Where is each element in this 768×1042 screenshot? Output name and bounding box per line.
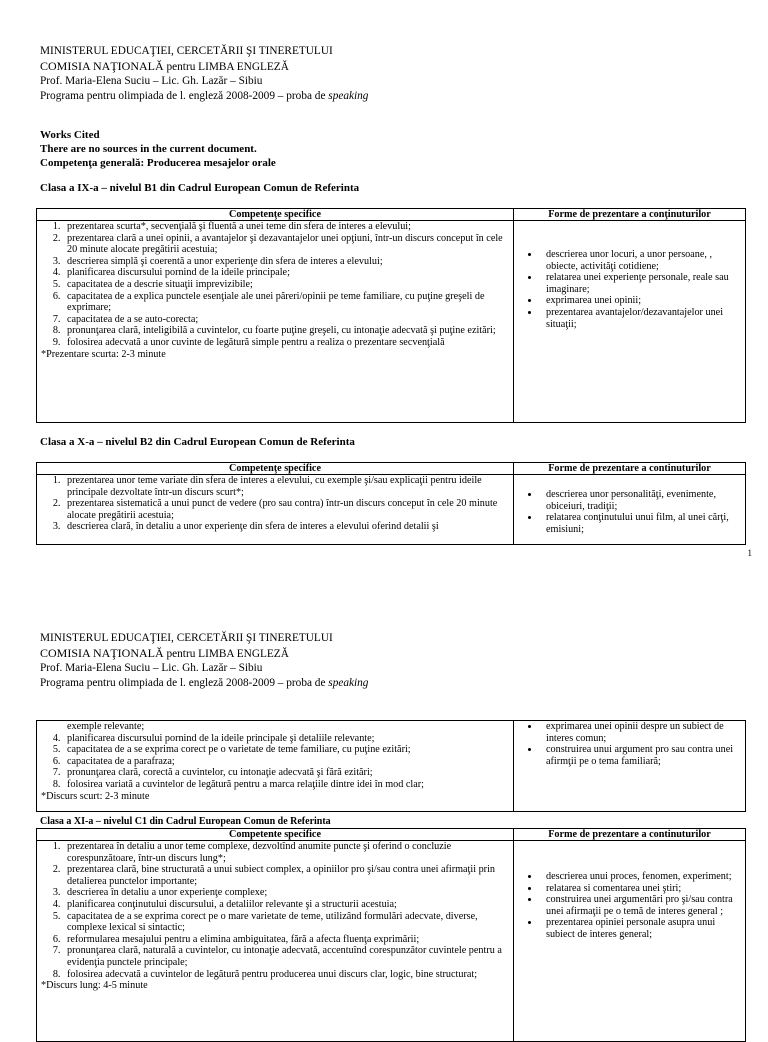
class10-competences-cont-cell bbox=[37, 721, 514, 812]
list-item: • prezentarea opiniei personale asupra unui subiect de interes general; bbox=[540, 917, 743, 940]
class9-col-competences: Competenţe specifice bbox=[37, 209, 514, 221]
class10-forms-list bbox=[516, 489, 743, 535]
teacher-line: Prof. Maria-Elena Suciu – Lic. Gh. Lazăr – Sibiu bbox=[40, 75, 263, 87]
list-item: 8. pronunţarea clară, inteligibilă a cuvintelor, cu foarte puţine greşeli, cu intonaţie adecvată şi puţine ezitări; bbox=[63, 325, 511, 337]
class10-competences-list bbox=[39, 475, 511, 533]
list-item: 3. descrierea simplă şi coerentă a unor experienţe din sfera de interes a elevului; bbox=[63, 256, 511, 268]
class10-forms-cell bbox=[514, 475, 746, 545]
list-item: 5. capacitatea de a descrie situaţii imprevizibile; bbox=[63, 279, 511, 291]
program-line: Programa pentru olimpiada de l. engleză 2008-2009 – proba de speaking bbox=[40, 676, 369, 689]
class11-table bbox=[36, 828, 746, 1042]
teacher-line: Prof. Maria-Elena Suciu – Lic. Gh. Lazăr – Sibiu bbox=[40, 662, 263, 674]
class9-table bbox=[36, 208, 746, 423]
class10-title: Clasa a X-a – nivelul B2 din Cadrul European Comun de Referinta bbox=[40, 436, 355, 448]
ministry-line: MINISTERUL EDUCAŢIEI, CERCETĂRII ŞI TINERETULUI bbox=[40, 632, 333, 644]
commission-line: COMISIA NAŢIONALĂ pentru LIMBA ENGLEZĂ bbox=[40, 58, 289, 73]
list-item: • descrierea unui proces, fenomen, experiment; bbox=[540, 871, 743, 883]
list-item: 2. prezentarea clară a unei opinii, a avantajelor şi dezavantajelor unei opţiuni, într-un discurs conceput în cele 20 minute alocate pregătirii acestuia; bbox=[63, 233, 511, 256]
page-header bbox=[40, 44, 368, 103]
no-sources-text: There are no sources in the current document. bbox=[40, 143, 257, 156]
list-item: 7. pronunţarea clară, naturală a cuvintelor, cu intonaţie adecvată, accentuînd corespunzător cuvintele pentru a evidenţia punctele principale; bbox=[63, 945, 511, 968]
class10-table bbox=[36, 462, 746, 545]
class10-competences-cell bbox=[37, 475, 514, 545]
list-item: 8. folosirea variată a cuvintelor de legătură pentru a marca relaţiile dintre idei în mod clar; bbox=[63, 779, 511, 791]
class10-competences-cont-list bbox=[39, 733, 511, 791]
list-item: • construirea unei argumentări pro şi/sau contra unei afirmaţii pe o temă de interes general ; bbox=[540, 894, 743, 917]
works-cited-heading: Works Cited bbox=[40, 129, 100, 141]
list-item: • relatarea unei experienţe personale, reale sau imaginare; bbox=[540, 272, 743, 295]
list-item: 3. descrierea clară, în detaliu a unor experienţe din sfera de interes a elevului oferind detalii şi bbox=[63, 521, 511, 533]
class10-forms-cont-cell bbox=[514, 721, 746, 812]
list-item: • exprimarea unei opinii despre un subiect de interes comun; bbox=[540, 721, 743, 744]
list-item: 6. capacitatea de a explica punctele esenţiale ale unei păreri/opinii pe teme familiare, cu puţine greşeli de exprimare; bbox=[63, 291, 511, 314]
class9-forms-list bbox=[516, 249, 743, 330]
class10-note: *Discurs scurt: 2-3 minute bbox=[41, 790, 150, 802]
commission-line: COMISIA NAŢIONALĂ pentru LIMBA ENGLEZĂ bbox=[40, 645, 289, 660]
list-item: • relatarea conţinutului unui film, al unei cărţi, emisiuni; bbox=[540, 512, 743, 535]
list-item: 1. prezentarea unor teme variate din sfera de interes a elevului, cu exemple şi/sau explicaţii pentru ideile principale dezvoltate într-un discurs scurt*; bbox=[63, 475, 511, 498]
continued-text: exemple relevante; bbox=[67, 721, 145, 732]
class9-competences-list bbox=[39, 221, 511, 349]
list-item: 4. planificarea discursului pornind de la ideile principale şi detaliile relevante; bbox=[63, 733, 511, 745]
class10-col-competences: Competenţe specifice bbox=[37, 463, 514, 475]
list-item: 6. reformularea mesajului pentru a elimina ambiguitatea, fără a afecta fluenţa exprimării; bbox=[63, 934, 511, 946]
class9-competences-cell bbox=[37, 221, 514, 423]
class9-col-forms: Forme de prezentare a conţinuturilor bbox=[514, 209, 746, 221]
list-item: • relatarea si comentarea unei ştiri; bbox=[540, 883, 743, 895]
list-item: 7. capacitatea de a se auto-corecta; bbox=[63, 314, 511, 326]
list-item: 5. capacitatea de a se exprima corect pe o mare varietate de teme, utilizând formulări adecvate, diverse, complexe lexical si sintactic; bbox=[63, 911, 511, 934]
class11-forms-list bbox=[516, 871, 743, 941]
class11-col-forms: Forme de prezentare a continuturilor bbox=[514, 829, 746, 841]
list-item: • descrierea unor locuri, a unor persoane, , obiecte, activităţi cotidiene; bbox=[540, 249, 743, 272]
list-item: 7. pronunţarea clară, corectă a cuvintelor, cu intonaţie adecvată şi fără ezitări; bbox=[63, 767, 511, 779]
list-item: 5. capacitatea de a se exprima corect pe o varietate de teme familiare, cu puţine ezitări; bbox=[63, 744, 511, 756]
class9-forms-cell bbox=[514, 221, 746, 423]
list-item: 4. planificarea discursului pornind de la ideile principale; bbox=[63, 267, 511, 279]
page-header-2 bbox=[40, 631, 368, 690]
class11-competences-list bbox=[39, 841, 511, 980]
class11-note: *Discurs lung: 4-5 minute bbox=[41, 980, 148, 992]
page-number: 1 bbox=[747, 548, 752, 558]
class9-title: Clasa a IX-a – nivelul B1 din Cadrul European Comun de Referinta bbox=[40, 182, 360, 194]
class9-note: *Prezentare scurta: 2-3 minute bbox=[41, 348, 166, 360]
ministry-line: MINISTERUL EDUCAŢIEI, CERCETĂRII ŞI TINERETULUI bbox=[40, 45, 333, 57]
class10-forms-cont-list bbox=[516, 721, 743, 767]
list-item: 2. prezentarea clară, bine structurată a unui subiect complex, a opiniilor pro şi/sau contra unei afirmaţii prin detalierea punctelor importante; bbox=[63, 864, 511, 887]
list-item: 6. capacitatea de a parafraza; bbox=[63, 756, 511, 768]
list-item: 8. folosirea adecvată a cuvintelor de legătură pentru producerea unui discurs clar, logic, bine structurat; bbox=[63, 969, 511, 981]
class11-title: Clasa a XI-a – nivelul C1 din Cadrul European Comun de Referinta bbox=[40, 816, 331, 827]
list-item: • prezentarea avantajelor/dezavantajelor unei situaţii; bbox=[540, 307, 743, 330]
class11-competences-cell bbox=[37, 841, 514, 1042]
class10-table-continued bbox=[36, 720, 746, 812]
list-item: 9. folosirea adecvată a unor cuvinte de legătură simple pentru a realiza o prezentare secvenţială bbox=[63, 337, 511, 349]
list-item: 1. prezentarea scurta*, secvenţială şi fluentă a unei teme din sfera de interes a elevului; bbox=[63, 221, 511, 233]
list-item: 1. prezentarea în detaliu a unor teme complexe, dezvoltînd anumite puncte şi oferind o concluzie corespunzătoare, într-un discurs lung*; bbox=[63, 841, 511, 864]
class11-forms-cell bbox=[514, 841, 746, 1042]
general-competence: Competenţa generală: Producerea mesajelor orale bbox=[40, 157, 276, 170]
list-item: 2. prezentarea sistematică a unui punct de vedere (pro sau contra) într-un discurs conceput în cele 20 minute alocate pregătirii acestuia; bbox=[63, 498, 511, 521]
list-item: 4. planificarea conţinutului discursului, a detaliilor relevante şi a structurii acestuia; bbox=[63, 899, 511, 911]
list-item: • exprimarea unei opinii; bbox=[540, 295, 743, 307]
list-item: 3. descrierea în detaliu a unor experienţe complexe; bbox=[63, 887, 511, 899]
list-item: • descrierea unor personalităţi, evenimente, obiceiuri, tradiţii; bbox=[540, 489, 743, 512]
intro-block bbox=[40, 128, 276, 171]
class11-col-competences: Competente specifice bbox=[37, 829, 514, 841]
program-line: Programa pentru olimpiada de l. engleză 2008-2009 – proba de speaking bbox=[40, 89, 369, 102]
class10-col-forms: Forme de prezentare a continuturilor bbox=[514, 463, 746, 475]
list-item: • construirea unui argument pro sau contra unei afirmţii pe o tema familiară; bbox=[540, 744, 743, 767]
